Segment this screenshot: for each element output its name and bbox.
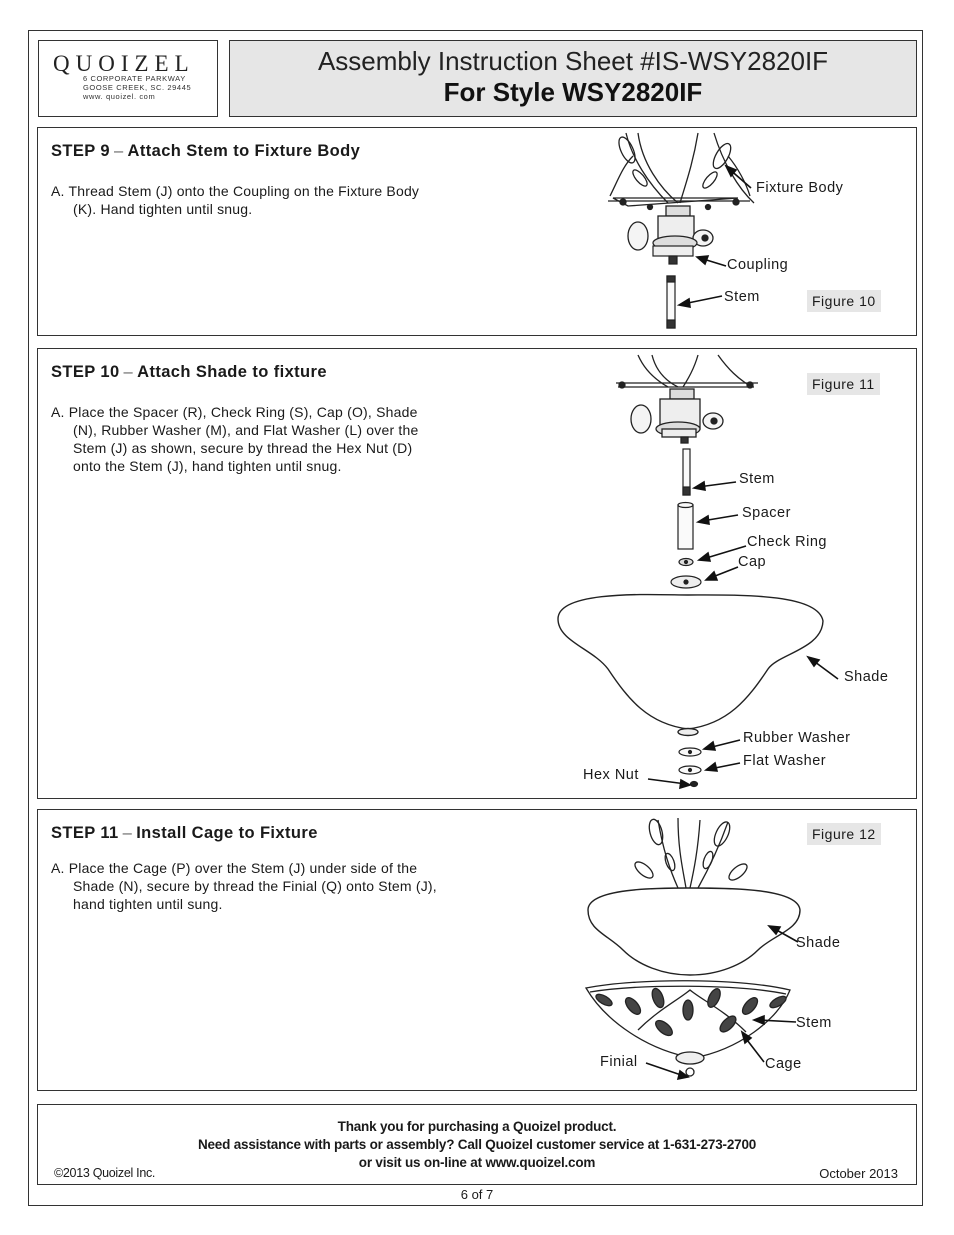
address-line-2: GOOSE CREEK, SC. 29445 xyxy=(83,83,192,92)
step-9-title: Attach Stem to Fixture Body xyxy=(127,142,361,160)
rubber-washer-callout: Rubber Washer xyxy=(743,730,851,746)
step-11-text-line-1: A. Place the Cage (P) over the Stem (J) under side of the xyxy=(51,860,418,876)
step-10-text-line-3: Stem (J) as shown, secure by thread the Hex Nut (D) xyxy=(73,440,413,456)
step-11-text-line-2: Shade (N), secure by thread the Finial (Q) onto Stem (J), xyxy=(73,878,437,894)
figure-11-label: Figure 11 xyxy=(807,373,880,395)
stem-callout: Stem xyxy=(724,289,760,305)
stem-drawing xyxy=(667,276,675,328)
website-text: www. quoizel. com xyxy=(83,92,156,101)
check-ring-drawing xyxy=(679,559,693,566)
stem-drawing xyxy=(683,449,690,495)
step-10-dash: – xyxy=(123,363,134,381)
fixture-body-top-drawing xyxy=(616,355,758,443)
step-11-section xyxy=(37,809,917,1091)
cage-callout: Cage xyxy=(765,1056,802,1072)
step-10-section xyxy=(37,348,917,799)
fixture-body-callout: Fixture Body xyxy=(756,180,844,196)
shade-drawing xyxy=(588,888,800,975)
title-block xyxy=(229,40,917,117)
step-9-section xyxy=(37,127,917,336)
figure-10-label: Figure 10 xyxy=(807,290,881,312)
step-10-text-line-2: (N), Rubber Washer (M), and Flat Washer (L) over the xyxy=(73,422,419,438)
quoizel-logo: QUOIZEL xyxy=(53,51,195,76)
figure-10-illustration xyxy=(38,128,918,337)
step-9-text-line-1: A. Thread Stem (J) onto the Coupling on the Fixture Body xyxy=(51,183,420,199)
website-line-text: or visit us on-line at www.quoizel.com xyxy=(358,1155,596,1170)
stem-callout: Stem xyxy=(796,1015,832,1031)
coupling-callout: Coupling xyxy=(727,257,789,273)
step-9-label: STEP 9 xyxy=(51,142,110,160)
step-10-label: STEP 10 xyxy=(51,363,120,381)
hex-nut-callout: Hex Nut xyxy=(583,767,639,783)
fixture-leaves-drawing xyxy=(632,818,749,888)
figure-12-label: Figure 12 xyxy=(807,823,881,845)
sheet-title: Assembly Instruction Sheet #IS-WSY2820IF xyxy=(317,46,829,76)
step-10-text-line-4: onto the Stem (J), hand tighten until snug. xyxy=(73,458,342,474)
cap-drawing xyxy=(671,576,701,588)
shade-callout: Shade xyxy=(844,669,889,685)
step-11-dash: – xyxy=(122,824,133,842)
spacer-drawing xyxy=(678,503,693,550)
step-11-label: STEP 11 xyxy=(51,824,119,842)
figure-12-illustration xyxy=(38,810,918,1092)
copyright-text: ©2013 Quoizel Inc. xyxy=(54,1166,156,1180)
finial-callout: Finial xyxy=(600,1054,638,1070)
step-11-title: Install Cage to Fixture xyxy=(136,824,318,842)
address-line-1: 6 CORPORATE PARKWAY xyxy=(83,74,186,83)
step-9-text-line-2: (K). Hand tighten until snug. xyxy=(73,201,253,217)
step-9-dash: – xyxy=(113,142,124,160)
step-10-text-line-1: A. Place the Spacer (R), Check Ring (S), Cap (O), Shade xyxy=(51,404,418,420)
thank-you-text: Thank you for purchasing a Quoizel product. xyxy=(337,1119,617,1134)
coupling-drawing xyxy=(653,246,693,264)
style-title: For Style WSY2820IF xyxy=(443,77,703,107)
footer-block xyxy=(37,1104,917,1185)
flat-washer-callout: Flat Washer xyxy=(743,753,827,769)
step-10-title: Attach Shade to fixture xyxy=(137,363,327,381)
date-text: October 2013 xyxy=(819,1166,898,1181)
spacer-callout: Spacer xyxy=(742,505,791,521)
cap-callout: Cap xyxy=(738,554,767,570)
customer-service-text: Need assistance with parts or assembly? Call Quoizel customer service at 1-631-273-2700 xyxy=(197,1137,757,1152)
company-logo-block xyxy=(38,40,218,117)
page-number: 6 of 7 xyxy=(460,1187,494,1202)
fixture-body-drawing xyxy=(608,133,754,250)
stem-callout: Stem xyxy=(739,471,775,487)
check-ring-callout: Check Ring xyxy=(747,534,827,550)
step-11-text-line-3: hand tighten until sung. xyxy=(73,896,223,912)
shade-callout: Shade xyxy=(796,935,841,951)
shade-drawing xyxy=(558,595,823,736)
